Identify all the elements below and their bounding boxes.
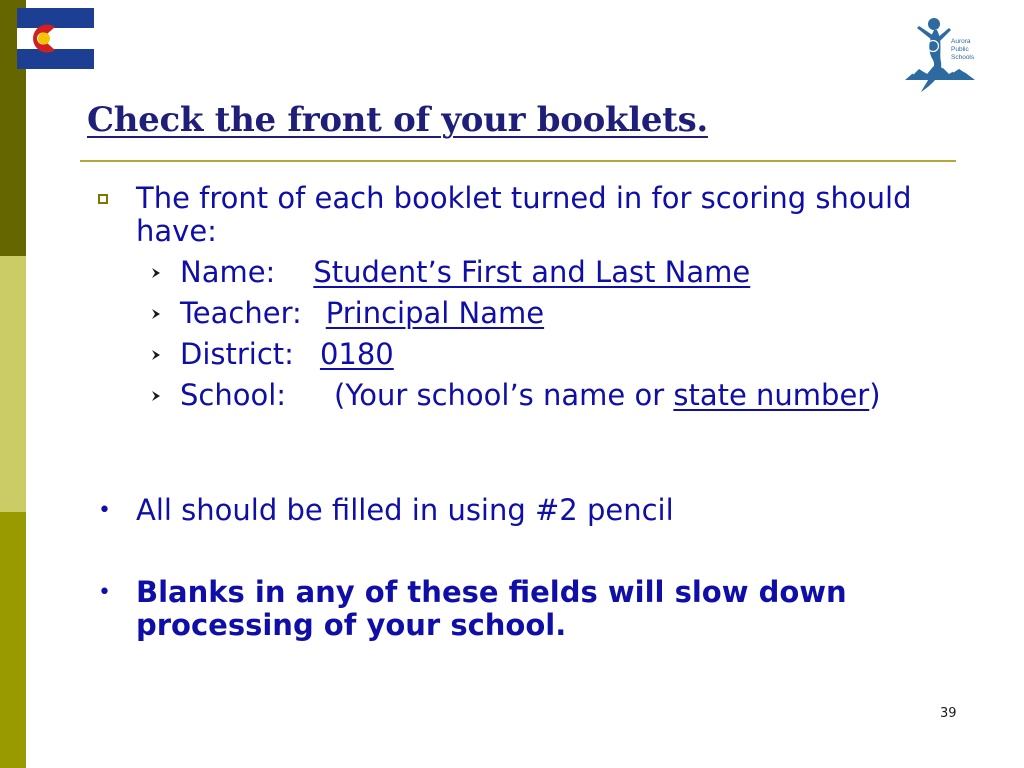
sub-item-label: Teacher: — [180, 296, 302, 330]
bullet-pencil: All should be filled in using #2 pencil — [136, 493, 674, 527]
dot-bullet-icon: • — [98, 580, 111, 605]
arrowhead-bullet-icon — [149, 388, 163, 402]
sub-item-teacher — [180, 297, 900, 330]
arrowhead-bullet-icon — [149, 265, 163, 279]
page-number: 39 — [940, 706, 957, 721]
sub-item-value: Student’s First and Last Name — [313, 255, 751, 289]
arrowhead-bullet-icon — [149, 347, 163, 361]
sub-item-label: Name: — [180, 255, 276, 289]
sub-item-value: 0180 — [319, 337, 394, 371]
logo-text-line3: Schools — [951, 54, 975, 61]
sub-item-value-prefix: (Your school’s name or — [334, 378, 674, 412]
square-bullet-icon — [98, 194, 108, 204]
sub-item-district — [180, 338, 900, 371]
slide-title: Check the front of your booklets. — [87, 100, 708, 140]
sub-item-label: District: — [180, 337, 294, 371]
sub-item-value-underlined: state number — [673, 378, 870, 412]
sub-item-value-suffix: ) — [869, 378, 881, 412]
sub-item-name — [180, 256, 900, 289]
main-bullet-text: The front of each booklet turned in for scoring should have: — [136, 181, 912, 248]
sub-item-label: School: — [180, 378, 287, 412]
logo-text-line1: Aurora — [951, 38, 971, 45]
sub-item-school — [180, 379, 900, 412]
dot-bullet-icon: • — [98, 498, 111, 523]
arrowhead-bullet-icon — [149, 306, 163, 320]
sub-item-value: Principal Name — [325, 296, 545, 330]
logo-text-line2: Public — [951, 46, 969, 53]
bullet-blanks-warning: Blanks in any of these fields will slow down processing of your school. — [136, 575, 847, 642]
